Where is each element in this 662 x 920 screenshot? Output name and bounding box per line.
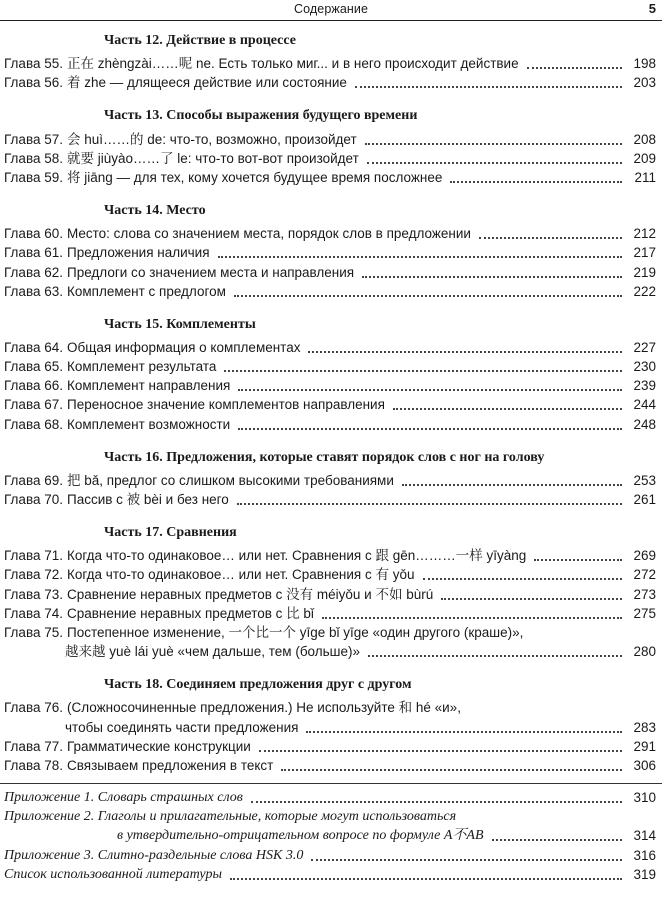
chapter-title: Комплемент направления bbox=[66, 378, 231, 394]
page-ref: 291 bbox=[633, 738, 656, 754]
dot-leader bbox=[402, 474, 622, 486]
appendix-title: Приложение 3. Слитно-раздельные слова HSK 3.0 bbox=[4, 847, 304, 863]
page-ref: 283 bbox=[633, 719, 656, 735]
chapter-title: 把 bǎ, предлог со слишком высокими требованиями bbox=[66, 472, 394, 488]
page-ref: 208 bbox=[633, 131, 656, 147]
dot-leader bbox=[251, 791, 622, 803]
chapter-label: Глава 60. bbox=[4, 226, 63, 242]
part-heading: Часть 16. Предложения, которые ставят порядок слов с ног на голову bbox=[104, 449, 545, 465]
dot-leader bbox=[527, 57, 622, 69]
chapter-title: 着 zhe — длящееся действие или состояние bbox=[66, 75, 347, 91]
toc-entry[interactable] bbox=[0, 357, 662, 376]
page-ref: 244 bbox=[633, 397, 656, 413]
page-ref: 198 bbox=[633, 56, 656, 72]
chapter-label: Глава 75. bbox=[4, 624, 63, 640]
chapter-title: (Сложносочиненные предложения.) Не используйте 和 hé «и», bbox=[66, 700, 461, 716]
page-ref: 275 bbox=[633, 605, 656, 621]
toc-entry[interactable] bbox=[0, 604, 662, 623]
dot-leader bbox=[281, 759, 622, 771]
chapter-label: Глава 74. bbox=[4, 605, 63, 621]
toc-entry[interactable] bbox=[0, 395, 662, 414]
chapter-title: Грамматические конструкции bbox=[66, 738, 251, 754]
toc-entry[interactable] bbox=[0, 243, 662, 262]
appendix-entry[interactable] bbox=[0, 845, 662, 864]
dot-leader bbox=[368, 645, 622, 657]
page-number: 5 bbox=[648, 1, 656, 16]
page-ref: 219 bbox=[633, 264, 656, 280]
page-ref: 316 bbox=[633, 847, 656, 863]
dot-leader bbox=[259, 740, 622, 752]
toc-entry[interactable] bbox=[0, 546, 662, 565]
chapter-title: 将 jiāng — для тех, кому хочется будущее время посложнее bbox=[66, 169, 443, 185]
page-ref: 314 bbox=[633, 828, 656, 844]
dot-leader bbox=[534, 549, 622, 561]
toc-entry[interactable] bbox=[0, 642, 662, 661]
chapter-title: Сравнение неравных предметов с 比 bǐ bbox=[66, 605, 314, 621]
toc-entry[interactable] bbox=[0, 756, 662, 775]
chapter-title: 就要 jiùyào……了 le: что-то вот-вот произойдет bbox=[66, 150, 359, 166]
appendix-entry[interactable] bbox=[0, 826, 662, 845]
page-ref: 227 bbox=[633, 339, 656, 355]
dot-leader bbox=[306, 721, 622, 733]
toc-entry[interactable] bbox=[0, 149, 662, 168]
toc-entry[interactable] bbox=[0, 584, 662, 603]
page-ref: 212 bbox=[633, 226, 656, 242]
chapter-title: Общая информация о комплементах bbox=[66, 339, 301, 355]
part-heading: Часть 13. Способы выражения будущего времени bbox=[104, 108, 418, 124]
chapter-label: Глава 69. bbox=[4, 472, 63, 488]
toc-entry[interactable] bbox=[0, 262, 662, 281]
page-ref: 203 bbox=[633, 75, 656, 91]
appendix-title: Список использованной литературы bbox=[4, 866, 222, 882]
page-ref: 261 bbox=[633, 492, 656, 507]
table-of-contents bbox=[0, 28, 662, 884]
chapter-label: Глава 71. bbox=[4, 548, 63, 564]
chapter-label: Глава 61. bbox=[4, 245, 63, 261]
chapter-title: Переносное значение комплементов направления bbox=[66, 397, 385, 413]
page-ref: 217 bbox=[633, 245, 656, 261]
page-ref: 211 bbox=[634, 169, 656, 185]
dot-leader bbox=[492, 829, 622, 841]
chapter-title: Комплемент результата bbox=[66, 359, 217, 375]
toc-entry[interactable] bbox=[0, 414, 662, 433]
dot-leader bbox=[224, 360, 622, 372]
dot-leader bbox=[365, 133, 622, 145]
dot-leader bbox=[423, 568, 622, 580]
dot-leader bbox=[362, 266, 622, 278]
chapter-title: Место: слова со значением места, порядок слов в предложении bbox=[66, 226, 471, 242]
page-ref: 319 bbox=[633, 866, 656, 882]
toc-entry[interactable] bbox=[0, 282, 662, 301]
appendix-title: Приложение 1. Словарь страшных слов bbox=[4, 790, 243, 806]
toc-entry[interactable] bbox=[0, 698, 662, 717]
divider bbox=[0, 783, 662, 784]
chapter-title: Предлоги со значением места и направления bbox=[66, 264, 355, 280]
dot-leader bbox=[393, 398, 622, 410]
toc-entry[interactable] bbox=[0, 376, 662, 395]
chapter-title: чтобы соединять части предложения bbox=[65, 719, 299, 735]
dot-leader bbox=[479, 227, 622, 239]
dot-leader bbox=[218, 246, 622, 258]
toc-entry[interactable] bbox=[0, 338, 662, 357]
part-heading: Часть 18. Соединяем предложения друг с другом bbox=[104, 677, 412, 693]
toc-entry[interactable] bbox=[0, 471, 662, 490]
dot-leader bbox=[441, 588, 622, 600]
dot-leader bbox=[450, 171, 622, 183]
dot-leader bbox=[308, 341, 622, 353]
dot-leader bbox=[355, 76, 622, 88]
dot-leader bbox=[230, 868, 622, 880]
chapter-label: Глава 62. bbox=[4, 264, 63, 280]
chapter-label: Глава 76. bbox=[4, 700, 63, 716]
dot-leader bbox=[234, 285, 622, 297]
chapter-title: 正在 zhèngzài……呢 ne. Есть только миг... и в него происходит действие bbox=[66, 56, 519, 72]
chapter-label: Глава 63. bbox=[4, 283, 63, 299]
chapter-label: Глава 56. bbox=[4, 75, 63, 91]
toc-entry[interactable] bbox=[0, 623, 662, 642]
dot-leader bbox=[367, 152, 622, 164]
chapter-title: Связываем предложения в текст bbox=[66, 757, 274, 773]
page-ref: 269 bbox=[633, 548, 656, 564]
chapter-title: Постепенное изменение, 一个比一个 yīge bǐ yīge «один другого (краше)», bbox=[66, 624, 524, 640]
toc-entry[interactable] bbox=[0, 129, 662, 148]
dot-leader bbox=[237, 493, 622, 505]
chapter-title: Комплемент с предлогом bbox=[66, 283, 226, 299]
dot-leader bbox=[238, 379, 622, 391]
chapter-label: Глава 78. bbox=[4, 757, 63, 773]
chapter-label: Глава 67. bbox=[4, 397, 63, 413]
chapter-title: 越来越 yuè lái yuè «чем дальше, тем (больше)» bbox=[65, 644, 361, 660]
toc-entry[interactable] bbox=[0, 565, 662, 584]
dot-leader bbox=[238, 418, 622, 430]
chapter-label: Глава 55. bbox=[4, 56, 63, 72]
toc-entry[interactable] bbox=[0, 168, 662, 187]
page-ref: 222 bbox=[633, 283, 656, 299]
toc-entry[interactable] bbox=[0, 490, 662, 509]
chapter-title: Когда что-то одинаковое… или нет. Сравнения с 有 yǒu bbox=[66, 567, 415, 583]
appendix-entry[interactable] bbox=[0, 865, 662, 884]
page-ref: 272 bbox=[633, 567, 656, 583]
chapter-title: 会 huì……的 de: что-то, возможно, произойдет bbox=[66, 131, 357, 147]
part-heading: Часть 12. Действие в процессе bbox=[104, 33, 296, 48]
chapter-title: Сравнение неравных предметов с 没有 méiyǒu и 不如 bùrú bbox=[66, 586, 434, 602]
chapter-label: Глава 57. bbox=[4, 131, 63, 147]
chapter-label: Глава 66. bbox=[4, 378, 63, 394]
appendix-title: Приложение 2. Глаголы и прилагательные, которые могут использоваться bbox=[4, 809, 457, 825]
dot-leader bbox=[322, 607, 622, 619]
page-ref: 273 bbox=[633, 586, 656, 602]
page-ref: 209 bbox=[633, 150, 656, 166]
page-ref: 230 bbox=[633, 359, 656, 375]
page-ref: 310 bbox=[633, 790, 656, 806]
chapter-label: Глава 68. bbox=[4, 416, 63, 432]
chapter-label: Глава 73. bbox=[4, 586, 63, 602]
running-title: Содержание bbox=[293, 2, 369, 16]
chapter-label: Глава 70. bbox=[4, 492, 63, 507]
toc-entry[interactable] bbox=[0, 737, 662, 756]
chapter-label: Глава 72. bbox=[4, 567, 63, 583]
page-ref: 239 bbox=[633, 378, 656, 394]
part-heading: Часть 17. Сравнения bbox=[104, 525, 237, 540]
toc-entry[interactable] bbox=[0, 717, 662, 736]
chapter-label: Глава 58. bbox=[4, 150, 63, 166]
chapter-title: Когда что-то одинаковое… или нет. Сравнения с 跟 gēn………一样 yīyàng bbox=[66, 548, 527, 564]
part-heading: Часть 14. Место bbox=[104, 202, 206, 218]
page-ref: 253 bbox=[633, 472, 656, 488]
page-ref: 248 bbox=[633, 416, 656, 432]
appendix-entry[interactable] bbox=[0, 788, 662, 807]
page-ref: 306 bbox=[633, 757, 656, 773]
chapter-label: Глава 65. bbox=[4, 359, 63, 375]
toc-entry[interactable] bbox=[0, 73, 662, 92]
part-heading: Часть 15. Комплементы bbox=[104, 316, 256, 332]
chapter-label: Глава 64. bbox=[4, 339, 63, 355]
chapter-label: Глава 77. bbox=[4, 738, 63, 754]
page-ref: 280 bbox=[633, 644, 656, 660]
appendix-title: в утвердительно-отрицательном вопросе по формуле A不AB bbox=[117, 828, 484, 844]
chapter-title: Предложения наличия bbox=[66, 245, 210, 261]
toc-entry[interactable] bbox=[0, 54, 662, 73]
chapter-label: Глава 59. bbox=[4, 169, 63, 185]
chapter-title: Комплемент возможности bbox=[66, 416, 231, 432]
appendix-entry[interactable] bbox=[0, 807, 662, 826]
dot-leader bbox=[311, 849, 622, 861]
chapter-title: Пассив с 被 bèi и без него bbox=[66, 492, 229, 507]
toc-entry[interactable] bbox=[0, 224, 662, 243]
page-header bbox=[0, 0, 662, 21]
